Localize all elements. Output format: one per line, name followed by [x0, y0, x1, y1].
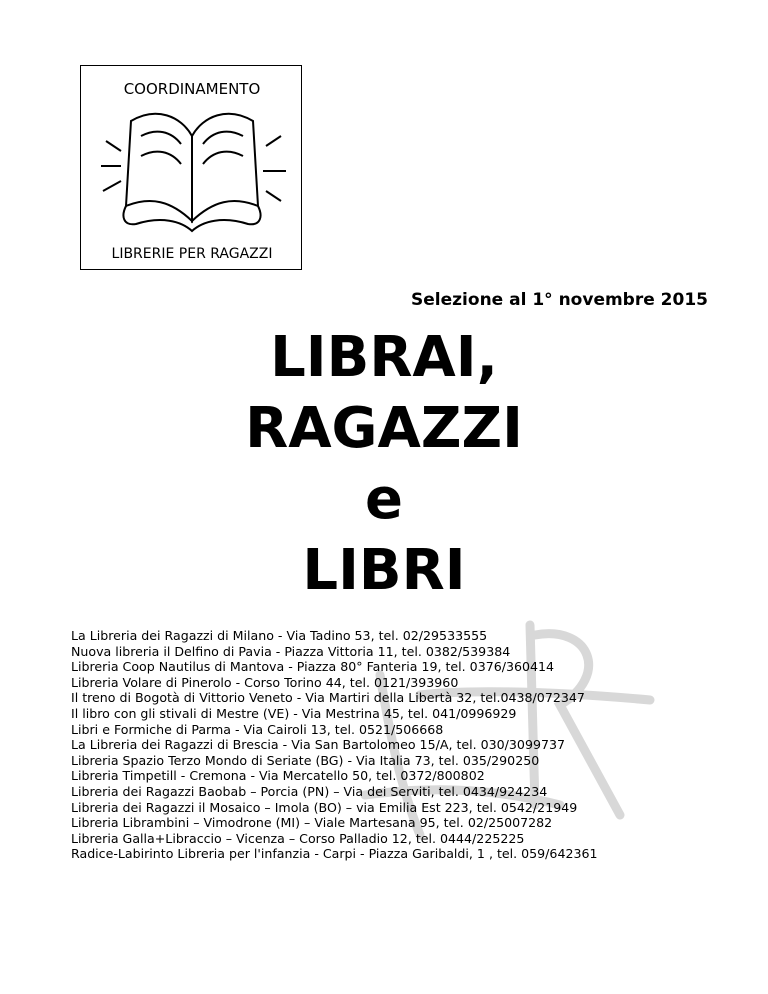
- list-item: Libreria Timpetill - Cremona - Via Mercatello 50, tel. 0372/800802: [71, 768, 485, 784]
- logo-bottom-text: LIBRERIE PER RAGAZZI: [111, 246, 273, 262]
- list-item: Libri e Formiche di Parma - Via Cairoli 13, tel. 0521/506668: [71, 721, 444, 737]
- coordinamento-logo: [80, 65, 302, 270]
- title-line: RAGAZZI: [245, 396, 523, 461]
- list-item: Libreria Spazio Terzo Mondo di Seriate (BG) - Via Italia 73, tel. 035/290250: [71, 752, 540, 768]
- list-item: Libreria dei Ragazzi il Mosaico – Imola (BO) – via Emilia Est 223, tel. 0542/21949: [71, 799, 578, 815]
- title-line: e: [365, 467, 403, 532]
- list-item: La Libreria dei Ragazzi di Milano - Via Tadino 53, tel. 02/29533555: [71, 628, 488, 643]
- list-item: Libreria Volare di Pinerolo - Corso Torino 44, tel. 0121/393960: [71, 674, 459, 690]
- list-item: Libreria Coop Nautilus di Mantova - Piazza 80° Fanteria 19, tel. 0376/360414: [71, 659, 555, 675]
- list-item: Radice-Labirinto Libreria per l'infanzia - Carpi - Piazza Garibaldi, 1 , tel. 059/642361: [71, 846, 598, 862]
- selection-date: Selezione al 1° novembre 2015: [411, 290, 708, 310]
- list-item: Libreria Librambini – Vimodrone (MI) – Viale Martesana 95, tel. 02/25007282: [71, 815, 553, 831]
- list-item: Il libro con gli stivali di Mestre (VE) - Via Mestrina 45, tel. 041/0996929: [71, 705, 517, 721]
- list-item: Libreria dei Ragazzi Baobab – Porcia (PN) – Via dei Serviti, tel. 0434/924234: [71, 783, 548, 799]
- logo-top-text: COORDINAMENTO: [123, 80, 261, 98]
- list-item: Il treno di Bogotà di Vittorio Veneto - Via Martiri della Libertà 32, tel.0438/072347: [71, 690, 585, 706]
- open-book-icon: [81, 66, 303, 271]
- list-item: La Libreria dei Ragazzi di Brescia - Via San Bartolomeo 15/A, tel. 030/3099737: [71, 737, 566, 753]
- list-item: Nuova libreria il Delfino di Pavia - Piazza Vittoria 11, tel. 0382/539384: [71, 643, 511, 659]
- page-title: [0, 322, 768, 606]
- title-line: LIBRI: [302, 538, 466, 603]
- list-item: Libreria Galla+Libraccio – Vicenza – Corso Palladio 12, tel. 0444/225225: [71, 830, 525, 846]
- bookstore-list: [71, 628, 598, 862]
- title-line: LIBRAI,: [270, 325, 498, 390]
